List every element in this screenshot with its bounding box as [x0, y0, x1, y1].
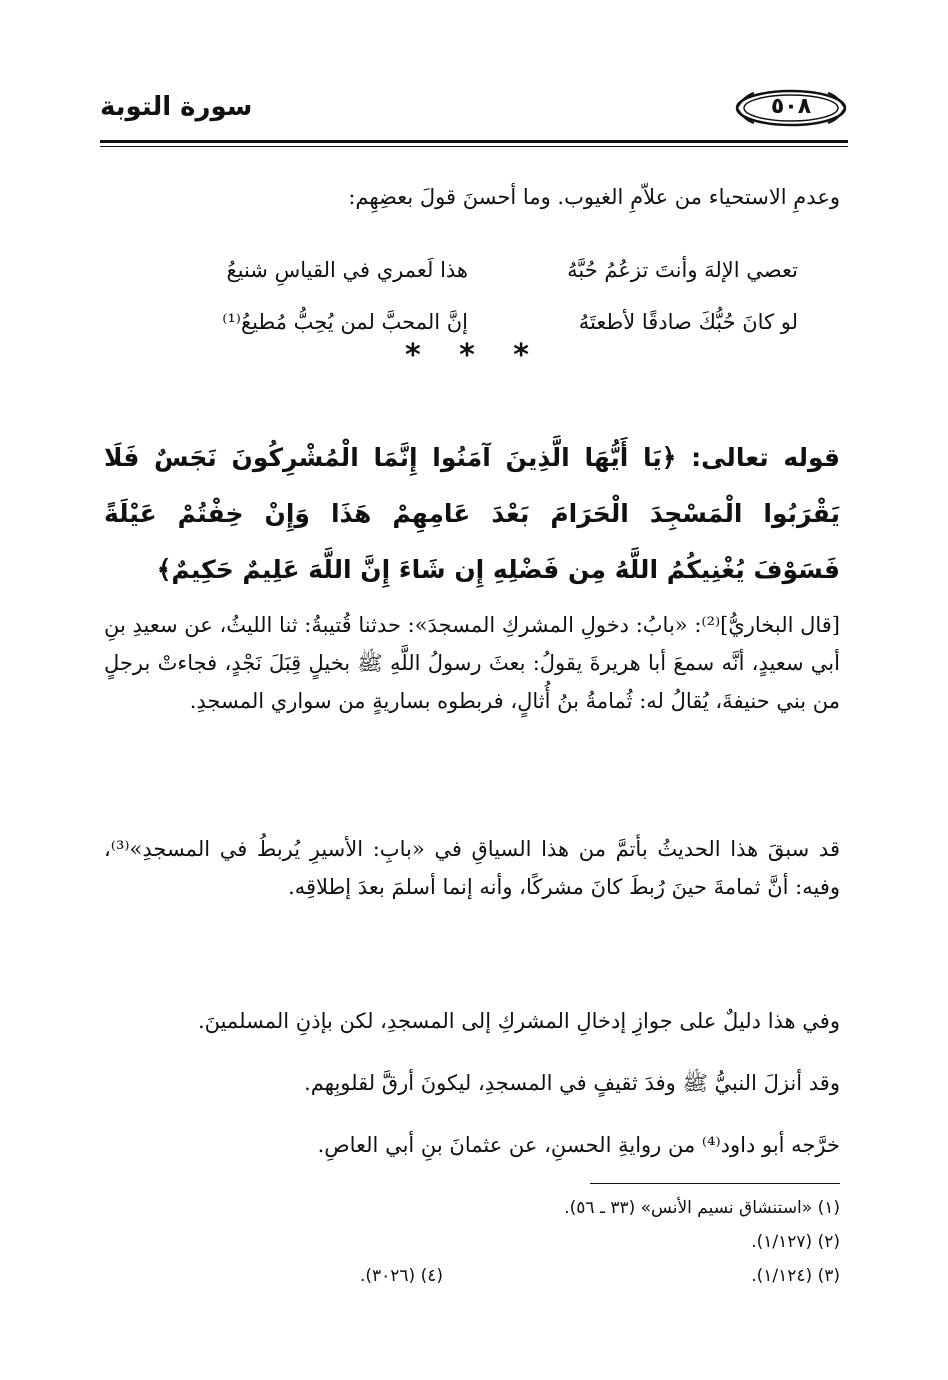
header-rule-thin [100, 146, 848, 147]
footnote-rule [590, 1183, 840, 1184]
bukhari-paragraph: [قال البخاريُّ]⁽²⁾: «بابُ: دخولِ المشركِ المسجدَ»: حدثنا قُتيبةُ: ثنا الليثُ، عن سعيدِ بنِ أبي سعيدٍ، أنَّه سمعَ أبا هريرةَ يقولُ: بعثَ رسولُ اللَّهِ ﷺ بخيلٍ قِبَلَ نَجْدٍ، فجاءتْ برجلٍ من بني حنيفةَ، يُقالُ له: ثُمامةُ بنُ أُثالٍ، فربطوه بساريةٍ من سواري المسجدِ. [104, 613, 840, 713]
anzala-paragraph: وقد أنزلَ النبيُّ ﷺ وفدَ ثقيفٍ في المسجدِ، ليكونَ أرقَّ لقلوبِهم. [304, 1071, 840, 1095]
dalil-paragraph: وفي هذا دليلٌ على جوازِ إدخالِ المشركِ إلى المسجدِ، لكن بإذنِ المسلمينَ. [197, 1009, 840, 1033]
section-separator: * * * [405, 338, 543, 373]
footnote-2: (٢) (١/١٢٧). [751, 1232, 840, 1252]
poem-line2-right: لو كانَ حُبُّكَ صادقًا لأطعتَهُ [578, 310, 798, 334]
footnote-1: (١) «استنشاق نسيم الأنس» (٣٣ ـ ٥٦). [564, 1198, 840, 1218]
poem-line1-left: هذا لَعمري في القياسِ شنيعُ [226, 258, 468, 282]
poem-line1-right: تعصي الإلهَ وأنتَ تزعُمُ حُبَّهُ [567, 258, 798, 282]
header-rule-thick [100, 140, 848, 143]
page-number-badge [734, 88, 848, 128]
intro-line: وعدمِ الاستحياء من علاّمِ الغيوب. وما أحسنَ قولَ بعضِهِم: [348, 185, 840, 209]
page-header [100, 88, 848, 148]
ayah-line-3: فَسَوْفَ يُغْنِيكُمُ اللَّهُ مِن فَضْلِهِ إِن شَاءَ إِنَّ اللَّهَ عَلِيمٌ حَكِيمٌ﴾ [156, 555, 840, 584]
ayah-line-1: قوله تعالى: ﴿يَا أَيُّهَا الَّذِينَ آمَنُوا إِنَّمَا الْمُشْرِكُونَ نَجَسٌ فَلَا [104, 443, 840, 472]
footnote-3: (٣) (١/١٢٤). [751, 1266, 840, 1286]
footnote-4: (٤) (٣٠٢٦). [359, 1266, 443, 1286]
ayah-line-2: يَقْرَبُوا الْمَسْجِدَ الْحَرَامَ بَعْدَ عَامِهِمْ هَذَا وَإِنْ خِفْتُمْ عَيْلَةً [104, 499, 840, 528]
sura-title: سورة التوبة [100, 92, 253, 122]
poem-line2-left: إنَّ المحبَّ لمن يُحِبُّ مُطيعُ⁽¹⁾ [222, 310, 468, 334]
sabaqa-paragraph: قد سبقَ هذا الحديثُ بأتمَّ من هذا السياقِ في «بابِ: الأسيرِ يُربطُ في المسجدِ»⁽³⁾، وفيه: أنَّ ثمامةَ حينَ رُبطَ كانَ مشركًا، وأنه إنما أسلمَ بعدَ إطلاقِه. [104, 837, 840, 899]
kharraja-paragraph: خرَّجه أبو داود⁽⁴⁾ من روايةِ الحسنِ، عن عثمانَ بنِ أبي العاصِ. [317, 1133, 840, 1157]
page-number: ٥٠٨ [770, 94, 812, 119]
